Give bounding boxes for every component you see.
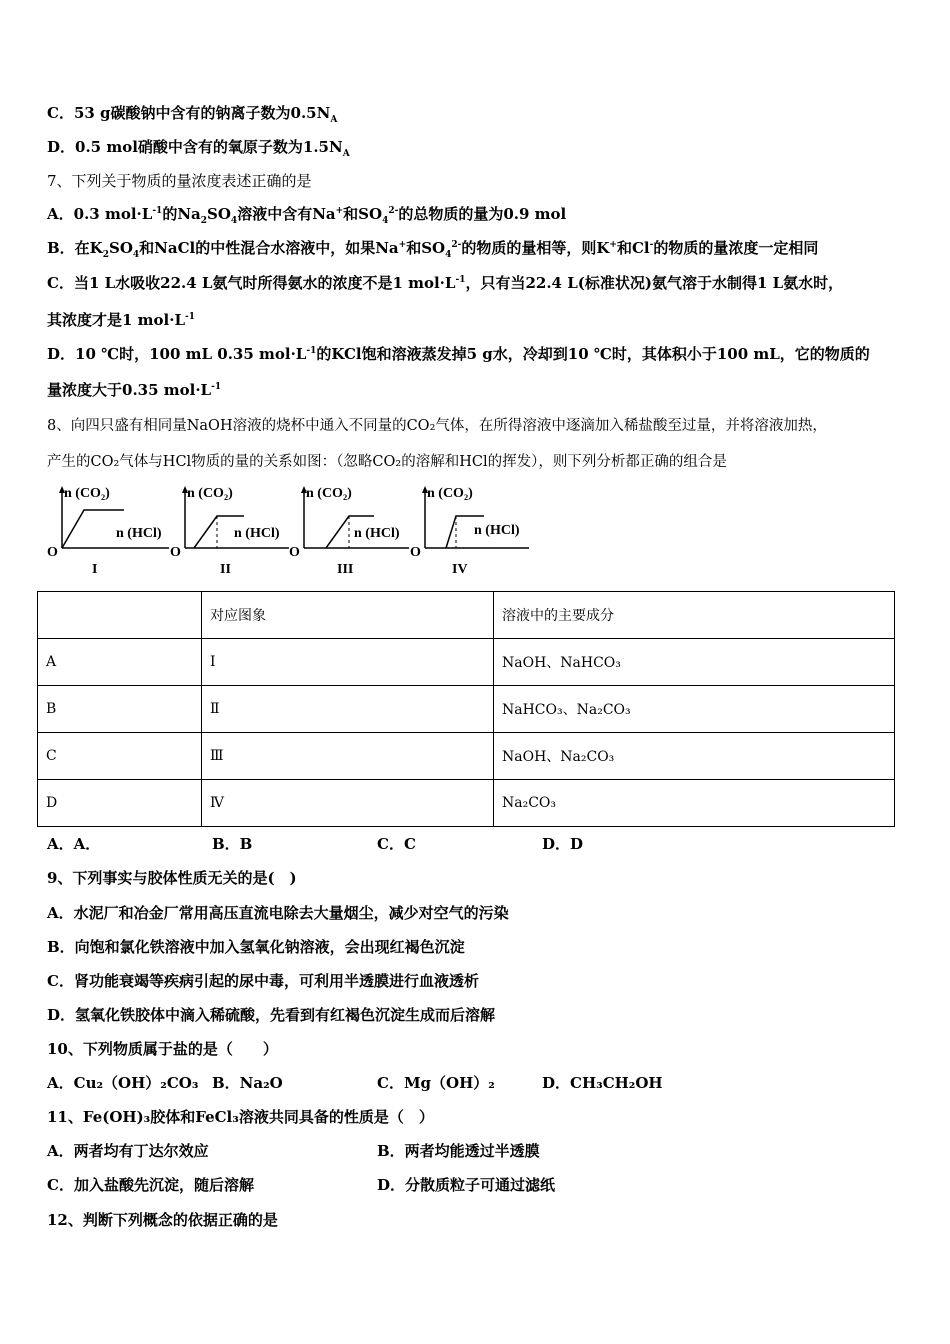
table-cell: B — [38, 686, 202, 733]
table-cell: NaOH、NaHCO₃ — [494, 639, 895, 686]
graph-3 — [289, 486, 409, 577]
table-row — [38, 639, 895, 686]
q7-option-d-line1: D．10 ℃时，100 mL 0.35 $mol\cdot L^{-1}$的KCl饱和溶液蒸发掉5 g水，冷却到10 ℃时，其体积小于100 mL，它的物质的 — [47, 345, 870, 363]
q10-option-c: C．Mg（OH）₂ — [377, 1074, 495, 1092]
graph-1-x-label: n (HCl) — [116, 526, 162, 541]
q10-option-b: B．Na₂O — [212, 1074, 283, 1092]
q8-option-c: C．C — [377, 835, 416, 853]
graph-2 — [170, 486, 289, 577]
q8-option-a: A．A． — [47, 835, 101, 853]
q9-option-a: A．水泥厂和冶金厂常用高压直流电除去大量烟尘，减少对空气的污染 — [47, 904, 509, 922]
q9-option-c: C．肾功能衰竭等疾病引起的尿中毒，可利用半透膜进行血液透析 — [47, 972, 479, 990]
table-row — [38, 686, 895, 733]
graph-1-y-label: n (CO₂) — [64, 486, 110, 501]
q12-stem: 12、判断下列概念的依据正确的是 — [47, 1211, 278, 1229]
table-row — [38, 780, 895, 827]
graph-2-y-label: n (CO₂) — [187, 486, 233, 501]
q7-option-d-line2: 量浓度大于0.35 $mol\cdot L^{-1}$ — [47, 381, 222, 399]
q7-option-c-line1: C．当1 L水吸收22.4 L氨气时所得氨水的浓度不是1 $mol\cdot L^{-1}$，只有当22.4 L(标准状况)氨气溶于水制得1 L氨水时， — [47, 274, 844, 292]
graph-1 — [47, 486, 169, 577]
table-header-cell: 对应图象 — [202, 592, 494, 639]
q8-stem-line2: 产生的CO₂气体与HCl物质的量的关系如图：（忽略CO₂的溶解和HCl的挥发），则下列分析都正确的组合是 — [47, 454, 727, 470]
q10-option-d: D．CH₃CH₂OH — [542, 1074, 663, 1092]
table-cell: Ⅲ — [202, 733, 494, 780]
graph-1-origin: O — [47, 545, 58, 560]
q8-option-d: D．D — [542, 835, 584, 853]
q7-option-a: A．0.3 $mol\cdot L^{-1}$的$Na_2SO_4$溶液中含有Na+和$SO_4^{2-}$的总物质的量为0.9 mol — [47, 205, 567, 226]
q8-graphs — [44, 480, 534, 580]
table-cell: C — [38, 733, 202, 780]
graph-1-caption: I — [92, 562, 98, 577]
graph-4-x-label: n (HCl) — [474, 523, 520, 538]
q11-stem: 11、Fe(OH)₃胶体和FeCl₃溶液共同具备的性质是（ ） — [47, 1108, 434, 1126]
q6-option-d: D．0.5 mol硝酸中含有的氧原子数为$1.5N_A$ — [47, 138, 350, 159]
table-header-cell — [38, 592, 202, 639]
table-cell: NaHCO₃、Na₂CO₃ — [494, 686, 895, 733]
q8-option-b: B．B — [212, 835, 253, 853]
table-cell: Ⅱ — [202, 686, 494, 733]
table-cell: Ⅳ — [202, 780, 494, 827]
table-header-row — [38, 592, 895, 639]
q8-stem-line1: 8、向四只盛有相同量NaOH溶液的烧杯中通入不同量的CO₂气体，在所得溶液中逐滴加入稀盐酸至过量，并将溶液加热， — [47, 418, 827, 434]
q8-table — [37, 591, 895, 827]
graph-4-origin: O — [410, 545, 421, 560]
q7-stem: 7、下列关于物质的量浓度表述正确的是 — [47, 172, 312, 190]
graph-4 — [410, 486, 529, 577]
q11-option-a: A．两者均有丁达尔效应 — [47, 1142, 209, 1160]
graph-3-caption: III — [337, 562, 354, 577]
graph-3-origin: O — [289, 545, 300, 560]
q11-option-b: B．两者均能透过半透膜 — [377, 1142, 540, 1160]
table-header-cell: 溶液中的主要成分 — [494, 592, 895, 639]
table-cell: A — [38, 639, 202, 686]
table-row — [38, 733, 895, 780]
q9-option-b: B．向饱和氯化铁溶液中加入氢氧化钠溶液，会出现红褐色沉淀 — [47, 938, 465, 956]
q6-option-c: C．53 g碳酸钠中含有的钠离子数为$0.5N_A$ — [47, 104, 338, 125]
q11-option-c: C．加入盐酸先沉淀，随后溶解 — [47, 1176, 254, 1194]
table-cell: NaOH、Na₂CO₃ — [494, 733, 895, 780]
q9-stem: 9、下列事实与胶体性质无关的是( ) — [47, 869, 297, 887]
table-cell: D — [38, 780, 202, 827]
graph-4-y-label: n (CO₂) — [427, 486, 473, 501]
table-cell: Na₂CO₃ — [494, 780, 895, 827]
graph-2-caption: II — [220, 562, 231, 577]
q10-stem: 10、下列物质属于盐的是（ ） — [47, 1040, 278, 1058]
q11-option-d: D．分散质粒子可通过滤纸 — [377, 1176, 556, 1194]
q10-option-a: A．Cu₂（OH）₂CO₃ — [47, 1074, 199, 1092]
q7-option-b: B．在$K_2SO_4$和NaCl的中性混合水溶液中，如果Na+和$SO_4^{2-}$的物质的量相等，则K+和Cl-的物质的量浓度一定相同 — [47, 239, 819, 260]
graph-2-origin: O — [170, 545, 181, 560]
table-cell: Ⅰ — [202, 639, 494, 686]
graph-2-x-label: n (HCl) — [234, 526, 280, 541]
graph-4-caption: IV — [452, 562, 468, 577]
q7-option-c-line2: 其浓度才是1 $mol\cdot L^{-1}$ — [47, 311, 196, 329]
graph-3-y-label: n (CO₂) — [306, 486, 352, 501]
graph-3-x-label: n (HCl) — [354, 526, 400, 541]
q9-option-d: D．氢氧化铁胶体中滴入稀硫酸，先看到有红褐色沉淀生成而后溶解 — [47, 1006, 496, 1024]
